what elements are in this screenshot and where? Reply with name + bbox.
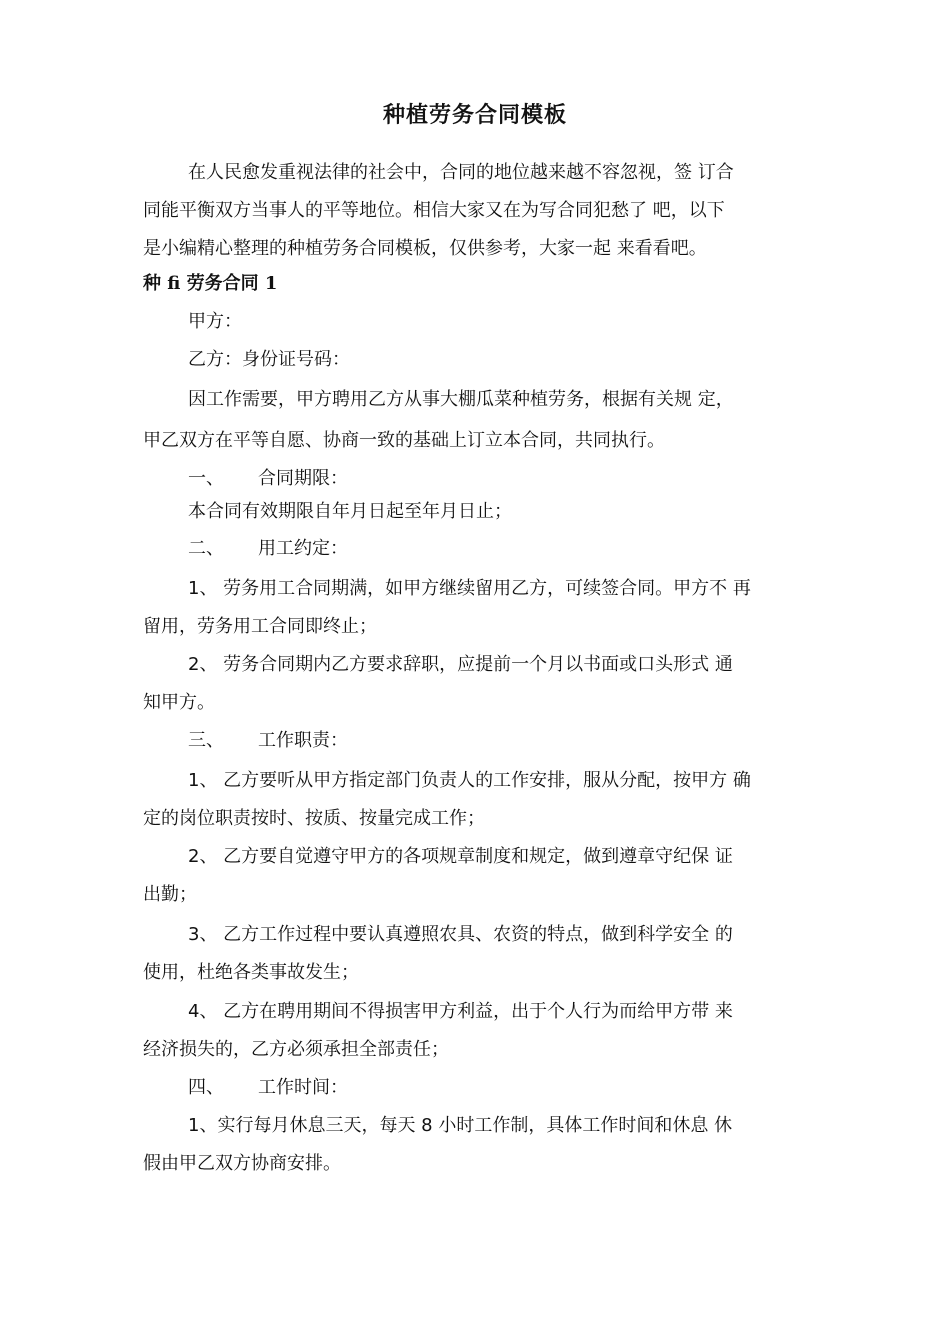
section-number: 三、 (188, 730, 224, 751)
s3-item1-line-1: 1、 乙方要听从甲方指定部门负责人的工作安排，服从分配，按甲方 确 (188, 770, 751, 791)
s2-item2-line-1: 2、 劳务合同期内乙方要求辞职，应提前一个月以书面或口头形式 通 (188, 654, 733, 675)
s4-item1-line-1: 1、实行每月休息三天，每天 8 小时工作制，具体工作时间和休息 休 (188, 1115, 733, 1136)
s3-item2-line-1: 2、 乙方要自觉遵守甲方的各项规章制度和规定，做到遵章守纪保 证 (188, 846, 733, 867)
document-title: 种植劳务合同模板 (382, 103, 567, 128)
section-1-text: 本合同有效期限自年月日起至年月日止； (188, 501, 512, 522)
section-number: 二、 (188, 538, 224, 559)
section-heading-3 (188, 728, 828, 754)
s2-item1-line-1: 1、 劳务用工合同期满，如甲方继续留用乙方，可续签合同。甲方不 再 (188, 578, 751, 599)
section-title: 用工约定： (258, 538, 348, 559)
s2-item1-line-2: 留用，劳务用工合同即终止； (143, 616, 377, 637)
intro-line-2: 同能平衡双方当事人的平等地位。相信大家又在为写合同犯愁了 吧，以下 (143, 200, 725, 221)
party-a: 甲方： (188, 311, 242, 332)
s3-item2-line-2: 出勤； (143, 884, 197, 905)
s3-item3-line-1: 3、 乙方工作过程中要认真遵照农具、农资的特点，做到科学安全 的 (188, 924, 733, 945)
section-heading-1 (188, 466, 828, 492)
s3-item3-line-2: 使用，杜绝各类事故发生； (143, 962, 359, 983)
s4-item1-line-2: 假由甲乙双方协商安排。 (143, 1153, 341, 1174)
s3-item1-line-2: 定的岗位职责按时、按质、按量完成工作； (143, 808, 485, 829)
section-number: 一、 (188, 468, 224, 489)
section-heading-2 (188, 536, 828, 562)
section-title: 工作时间： (258, 1077, 348, 1098)
s3-item4-line-2: 经济损失的，乙方必须承担全部责任； (143, 1039, 449, 1060)
section-title: 合同期限： (258, 468, 348, 489)
preamble-line-2: 甲乙双方在平等自愿、协商一致的基础上订立本合同，共同执行。 (143, 430, 665, 451)
intro-line-1: 在人民愈发重视法律的社会中，合同的地位越来越不容忽视，签 订合 (188, 162, 734, 183)
section-number: 四、 (188, 1077, 224, 1098)
intro-line-3: 是小编精心整理的种植劳务合同模板，仅供参考，大家一起 来看看吧。 (143, 238, 707, 259)
section-title: 工作职责： (258, 730, 348, 751)
s3-item4-line-1: 4、 乙方在聘用期间不得损害甲方利益，出于个人行为而给甲方带 来 (188, 1001, 733, 1022)
party-b: 乙方：身份证号码： (188, 349, 350, 370)
section-heading-4 (188, 1075, 828, 1101)
s2-item2-line-2: 知甲方。 (143, 692, 215, 713)
preamble-line-1: 因工作需要，甲方聘用乙方从事大棚瓜菜种植劳务，根据有关规 定， (188, 389, 734, 410)
contract-heading: 种 fi 劳务合同 1 (143, 273, 278, 294)
